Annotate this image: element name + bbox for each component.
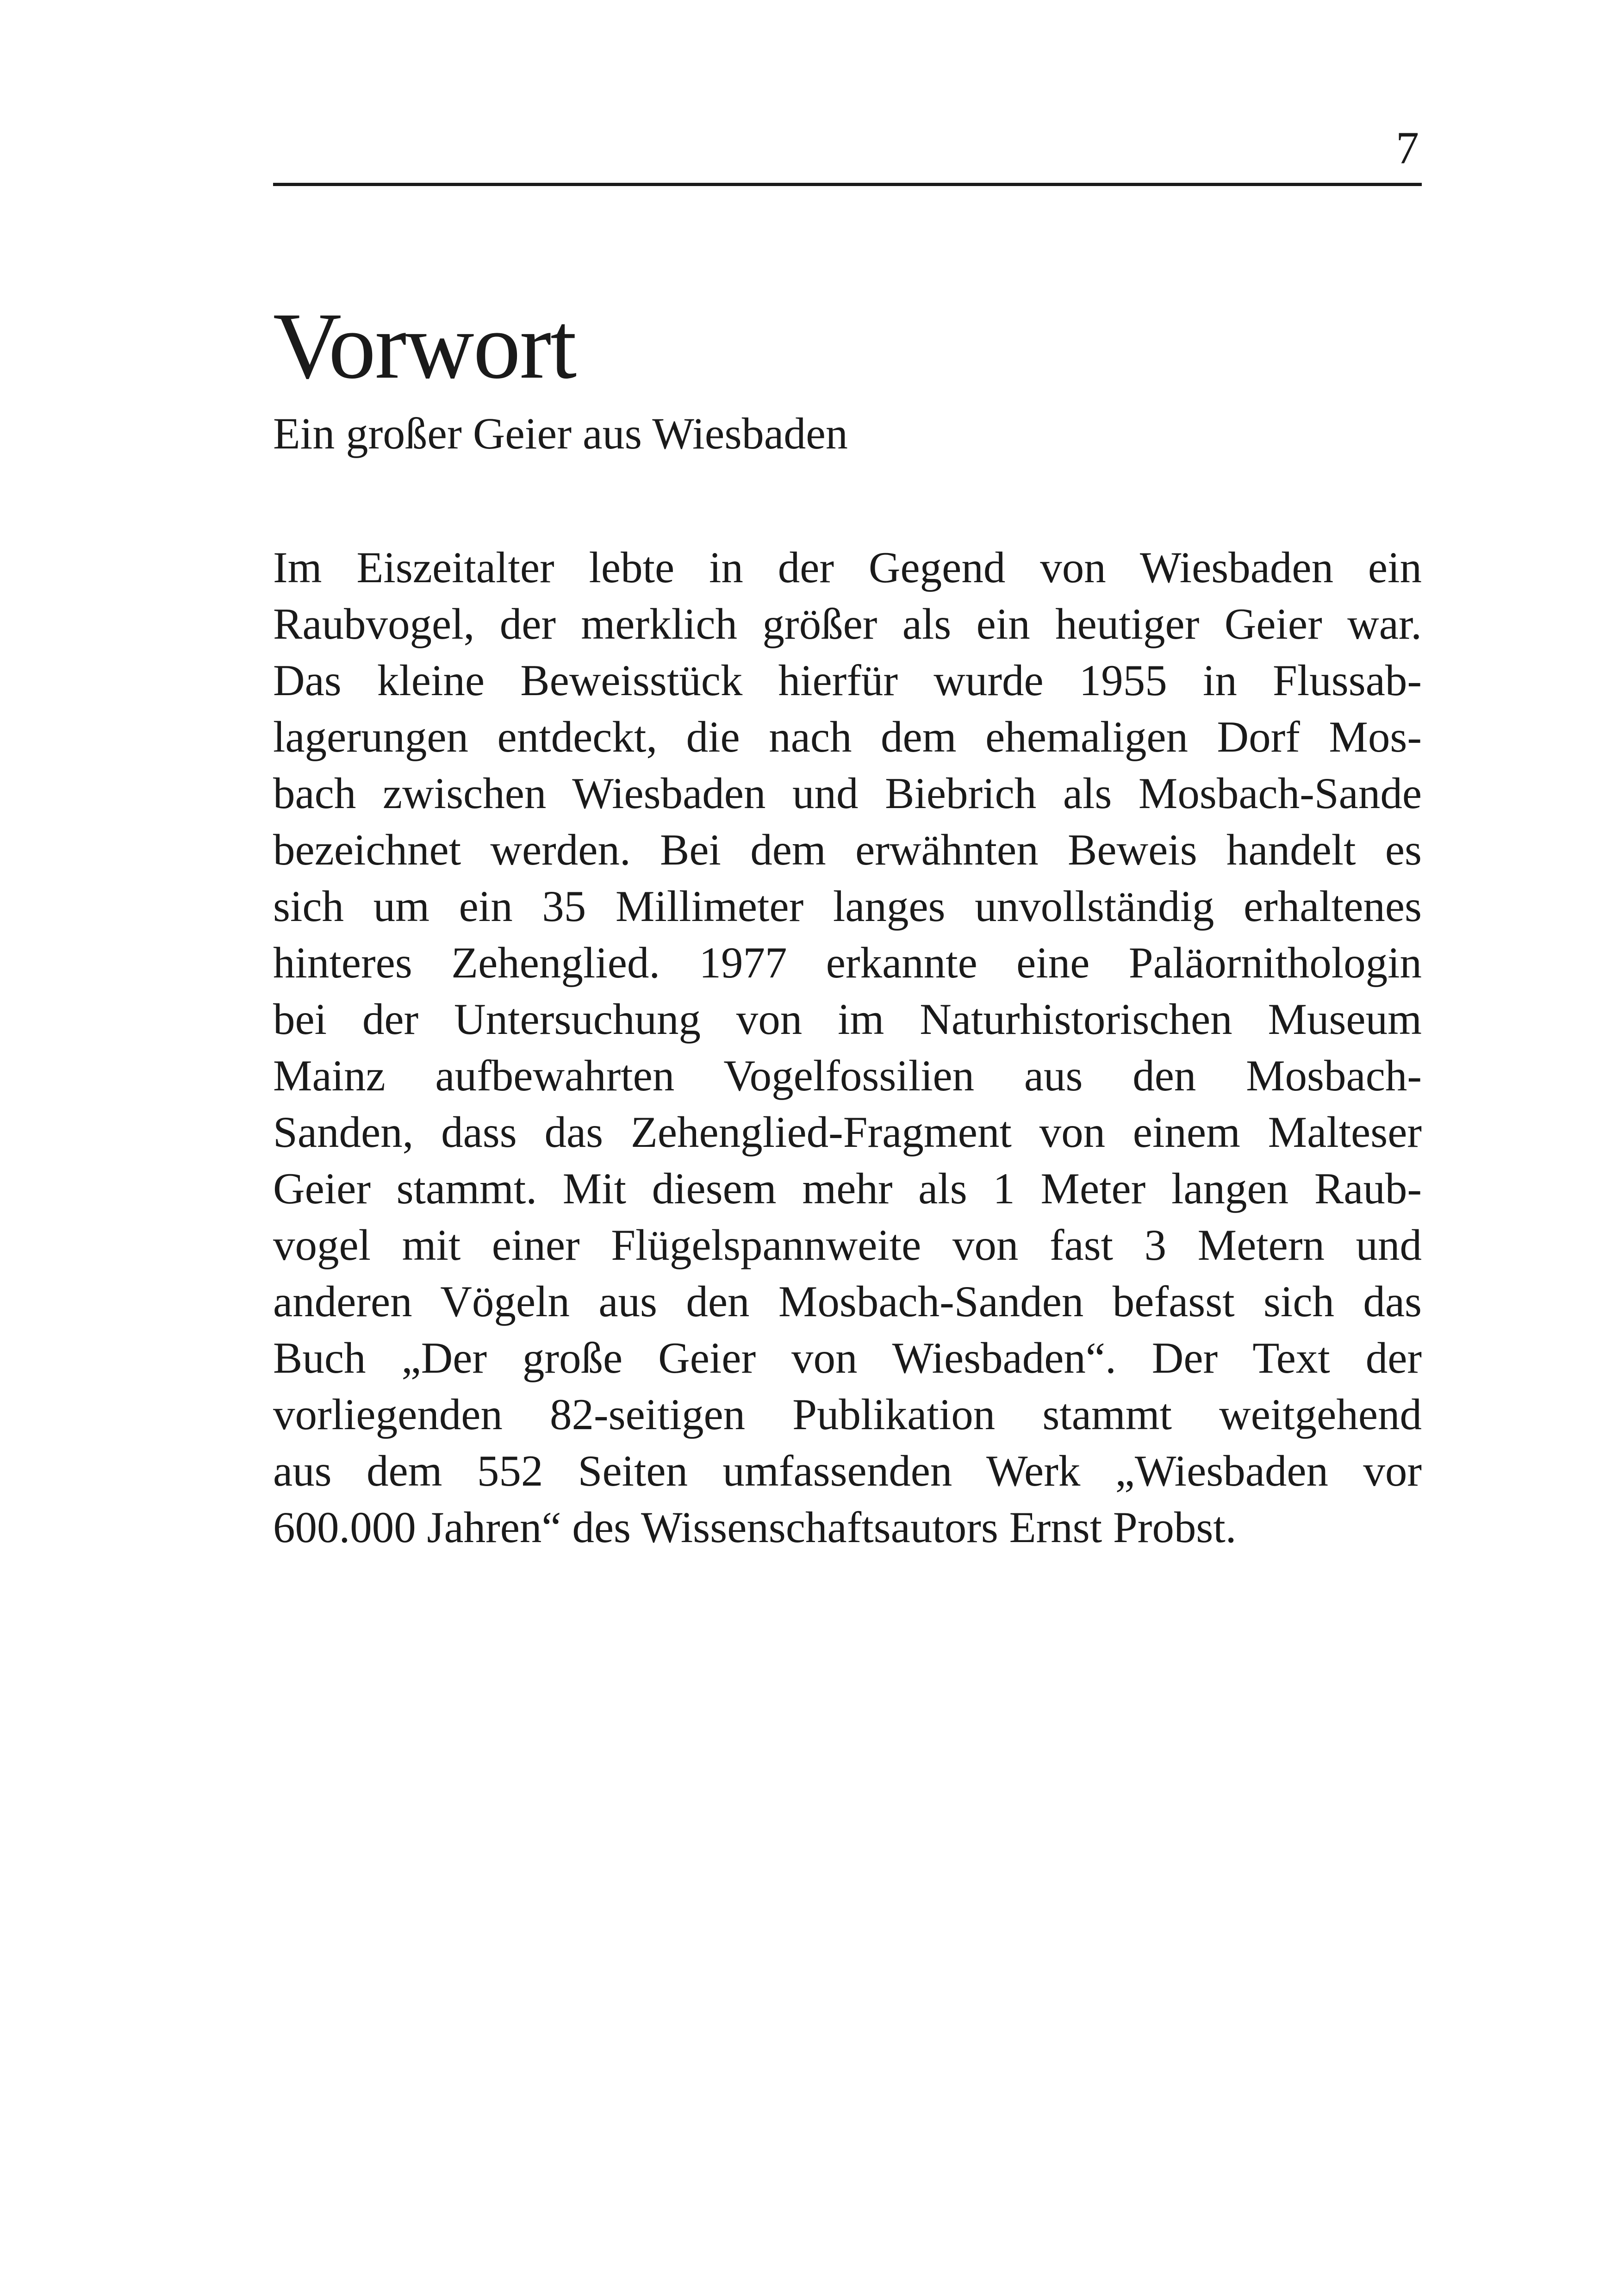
body-line: 600.000 Jahren“ des Wissenschaftsautors Ernst Probst. [273,1503,1237,1552]
body-line: vogel mit einer Flügelspannweite von fast 3 Metern und [273,1220,1422,1270]
body-line: aus dem 552 Seiten umfassenden Werk „Wiesbaden vor [273,1446,1422,1496]
body-line: Buch „Der große Geier von Wiesbaden“. Der Text der [273,1333,1422,1383]
body-line: Im Eiszeitalter lebte in der Gegend von Wiesbaden ein [273,543,1422,592]
chapter-title: Vorwort [273,293,576,398]
page-number: 7 [1396,122,1419,174]
body-line: Das kleine Beweisstück hierfür wurde 1955 in Flussab- [273,656,1422,705]
body-line: hinteres Zehenglied. 1977 erkannte eine Paläornithologin [273,938,1422,988]
body-line: Mainz aufbewahrten Vogelfossilien aus den Mosbach- [273,1051,1422,1101]
body-line: sich um ein 35 Millimeter langes unvollständig erhaltenes [273,882,1422,931]
body-line: lagerungen entdeckt, die nach dem ehemaligen Dorf Mos- [273,712,1422,762]
body-line: bezeichnet werden. Bei dem erwähnten Beweis handelt es [273,825,1422,875]
body-line: vorliegenden 82-seitigen Publikation stammt weitgehend [273,1390,1422,1439]
body-line: Raubvogel, der merklich größer als ein heutiger Geier war. [273,599,1422,649]
body-line: bach zwischen Wiesbaden und Biebrich als Mosbach-Sande [273,769,1422,818]
body-line: Geier stammt. Mit diesem mehr als 1 Meter langen Raub- [273,1164,1422,1213]
body-line: bei der Untersuchung von im Naturhistorischen Museum [273,995,1422,1044]
chapter-subtitle: Ein großer Geier aus Wiesbaden [273,409,848,459]
page-content [273,293,1422,1556]
body-paragraph [273,539,1422,1556]
body-line: anderen Vögeln aus den Mosbach-Sanden befasst sich das [273,1277,1422,1326]
header-rule [273,183,1422,186]
body-line: Sanden, dass das Zehenglied-Fragment von einem Malteser [273,1108,1422,1157]
